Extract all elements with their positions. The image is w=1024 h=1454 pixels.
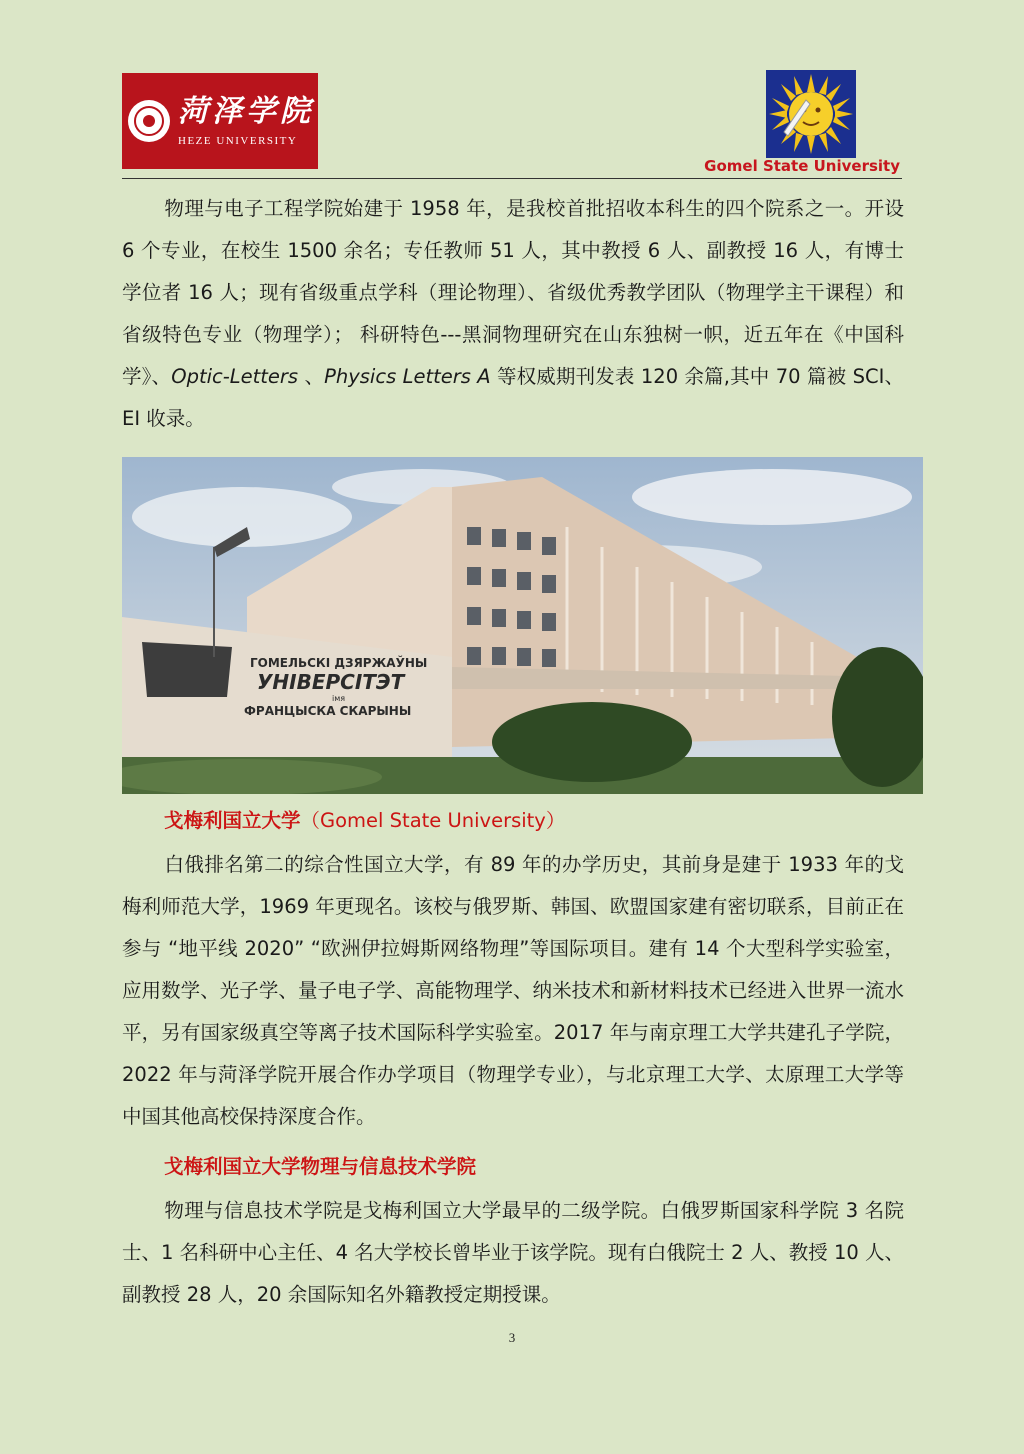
intro-text-part-2: 等权威期刊发表 120 余篇,其中 70 篇被 SCI、EI 收录。: [122, 365, 904, 430]
faculty-paragraph-text: 物理与信息技术学院是戈梅利国立大学最早的二级学院。白俄罗斯国家科学院 3 名院士、1 名科研中心主任、4 名大学校长曾毕业于该学院。现有白俄院士 2 人、教授 10 人、副教授 28 人，20 余国际知名外籍教授定期授课。: [122, 1199, 904, 1306]
heze-university-logo: [122, 73, 318, 169]
intro-paragraph: [122, 188, 904, 440]
intro-text-separator: 、: [298, 365, 325, 388]
gsu-paragraph-text: 白俄排名第二的综合性国立大学，有 89 年的办学历史，其前身是建于 1933 年的戈梅利师范大学，1969 年更现名。该校与俄罗斯、韩国、欧盟国家建有密切联系，目前正在参与 “地平线 2020” “欧洲伊拉姆斯网络物理”等国际项目。建有 14 个大型科学实验室，应用数学、光子学、量子电子学、高能物理学、纳米技术和新材料技术已经进入世界一流水平，另有国家级真空等离子技术国际科学实验室。2017 年与南京理工大学共建孔子学院，2022 年与菏泽学院开展合作办学项目（物理学专业），与北京理工大学、太原理工大学等中国其他高校保持深度合作。: [122, 853, 904, 1128]
page-number: 3: [508, 1330, 516, 1345]
gsu-paragraph: [122, 844, 904, 1138]
section-heading-faculty: [164, 1146, 476, 1188]
university-building-photo: [122, 457, 923, 794]
heze-logo-name-en: HEZE UNIVERSITY: [178, 135, 298, 147]
journal-optic-letters: Optic-Letters: [171, 365, 299, 388]
gomel-logo-name: Gomel State University: [704, 157, 900, 175]
journal-physics-letters-a: Physics Letters A: [324, 365, 491, 388]
heading-gsu-en: （Gomel State University）: [300, 809, 566, 832]
building-sign-line-4: ФРАНЦЫСКА СКАРЫНЫ: [244, 704, 412, 718]
gomel-sun-emblem-icon: [766, 70, 856, 158]
heading-gsu-cn: 戈梅利国立大学: [164, 809, 301, 832]
section-heading-gomel-state-university: [164, 800, 565, 842]
intro-text-part-1: 物理与电子工程学院始建于 1958 年，是我校首批招收本科生的四个院系之一。开设 6 个专业，在校生 1500 余名；专任教师 51 人，其中教授 6 人、副教授 16 人，有博士学位者 16 人；现有省级重点学科（理论物理）、省级优秀教学团队（物理学主干课程）和省级特色专业（物理学）； 科研特色---黑洞物理研究在山东独树一帜，近五年在《中国科学》、: [122, 197, 904, 388]
header-divider: [122, 178, 902, 179]
heze-logo-name-cn: 菏泽学院: [178, 94, 314, 129]
heze-emblem-icon: [128, 100, 170, 142]
building-sign-line-3: імя: [332, 694, 346, 703]
building-sign-line-1: ГОМЕЛЬСКІ ДЗЯРЖАЎНЫ: [250, 656, 428, 670]
faculty-paragraph: [122, 1190, 904, 1316]
heading-faculty-text: 戈梅利国立大学物理与信息技术学院: [164, 1155, 477, 1178]
building-sign-line-2: УНІВЕРСІТЭТ: [257, 670, 405, 694]
